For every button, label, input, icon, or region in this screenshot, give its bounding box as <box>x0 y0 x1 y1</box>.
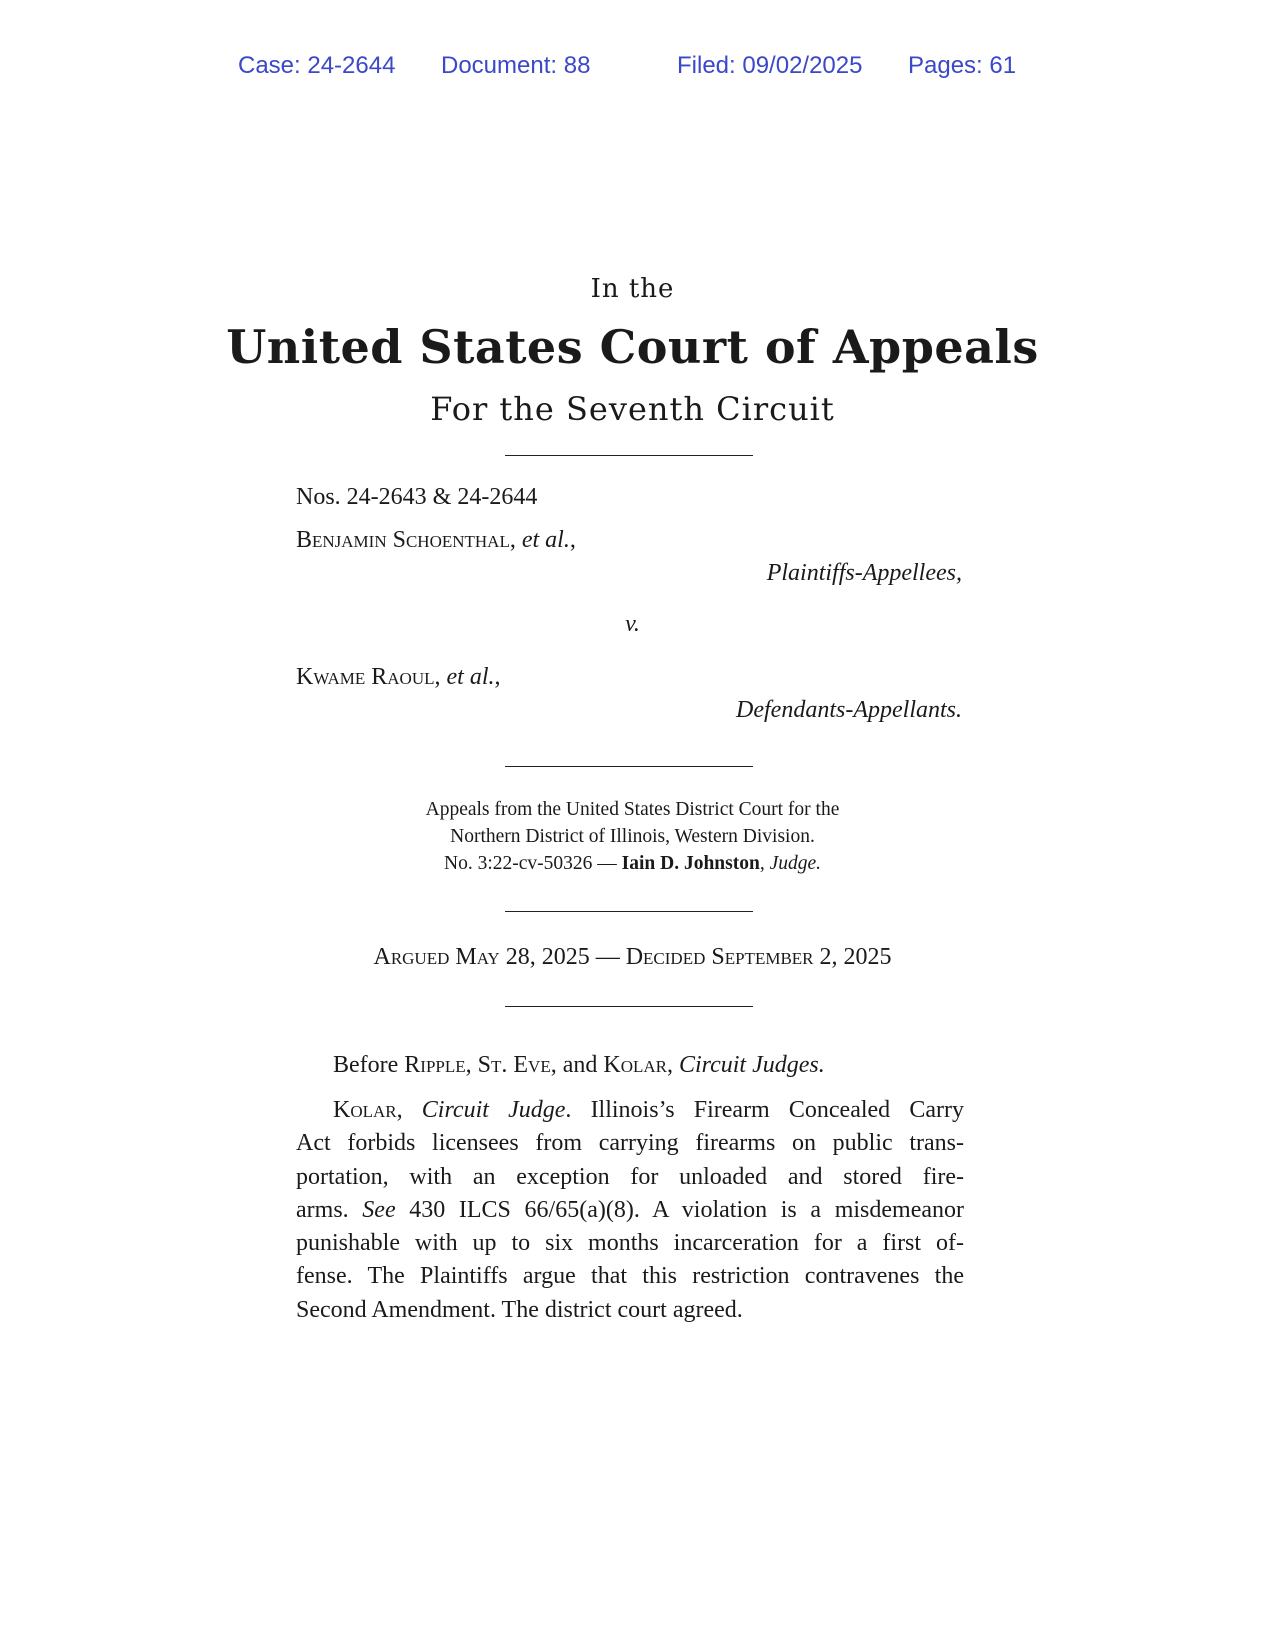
divider <box>505 455 753 456</box>
divider <box>505 766 753 767</box>
panel-judge: Ripple <box>404 1052 466 1078</box>
filing-stamp <box>0 52 1265 82</box>
opinion-author: Kolar <box>333 1097 397 1123</box>
panel-judge: St. Eve <box>477 1052 551 1078</box>
appeal-line: Appeals from the United States District Court for the <box>425 799 840 820</box>
divider <box>505 1006 753 1007</box>
district-judge-title: Judge. <box>769 853 822 874</box>
appeal-line: Northern District of Illinois, Western Division. <box>450 826 815 847</box>
opinion-line: Kolar, Circuit Judge. Illinois’s Firearm Concealed Carry <box>333 1097 965 1123</box>
district-case-number: No. 3:22-cv-50326 — <box>443 853 622 874</box>
panel-before: Before <box>333 1052 405 1078</box>
argued-label: Argued <box>373 944 450 970</box>
panel-title: Circuit Judges. <box>678 1052 825 1078</box>
plaintiff-role: Plaintiffs-Appellees, <box>766 560 962 586</box>
versus: v. <box>625 611 640 637</box>
plaintiff-name: Benjamin Schoenthal <box>296 527 510 553</box>
opinion-author-title: Circuit Judge <box>421 1097 566 1123</box>
appeal-line: No. 3:22-cv-50326 — Iain D. Johnston, Judge. <box>443 853 822 874</box>
stamp-case-number: Case: 24-2644 <box>238 52 396 79</box>
plaintiff-et-al: et al. <box>521 527 570 553</box>
court-heading-in-the: In the <box>590 274 675 304</box>
decided-label: Decided <box>625 944 706 970</box>
defendant-et-al: et al. <box>446 664 495 690</box>
court-name: United States Court of Appeals <box>226 320 1039 374</box>
appeal-origin <box>0 796 1265 877</box>
argued-decided-dates <box>0 944 1265 971</box>
argued-date: May 28, 2025 <box>455 944 590 970</box>
stamp-page-count: Pages: 61 <box>908 52 1017 79</box>
divider <box>505 911 753 912</box>
plaintiff-party: Benjamin Schoenthal, et al., <box>296 527 576 553</box>
opinion-body <box>296 1094 964 1327</box>
defendant-role: Defendants-Appellants. <box>736 697 962 723</box>
decided-date: September 2, 2025 <box>711 944 892 970</box>
citation-signal: See <box>362 1196 396 1223</box>
stamp-document-number: Document: 88 <box>441 52 591 79</box>
stamp-filed-date: Filed: 09/02/2025 <box>677 52 863 79</box>
court-circuit: For the Seventh Circuit <box>430 390 835 428</box>
district-judge-name: Iain D. Johnston <box>621 853 760 874</box>
panel-line: Before Ripple, St. Eve, and Kolar, Circuit Judges. <box>333 1052 825 1078</box>
opinion-line: arms. See 430 ILCS 66/65(a)(8). A violation is a misdemeanor <box>296 1196 964 1223</box>
panel-and: and <box>562 1052 604 1078</box>
defendant-party: Kwame Raoul, et al., <box>296 664 501 690</box>
opinion-line: Act forbids licensees from carrying firearms on public trans- <box>296 1130 964 1157</box>
opinion-line: fense. The Plaintiffs argue that this restriction contravenes the <box>296 1263 964 1290</box>
opinion-line: portation, with an exception for unloaded and stored fire- <box>296 1163 964 1190</box>
opinion-line: punishable with up to six months incarceration for a first of- <box>296 1230 964 1257</box>
case-numbers: Nos. 24-2643 & 24-2644 <box>296 484 538 510</box>
defendant-name: Kwame Raoul <box>296 664 435 690</box>
panel-judge: Kolar <box>603 1052 667 1078</box>
date-separator: — <box>589 944 626 970</box>
opinion-line: Second Amendment. The district court agreed. <box>296 1296 743 1323</box>
